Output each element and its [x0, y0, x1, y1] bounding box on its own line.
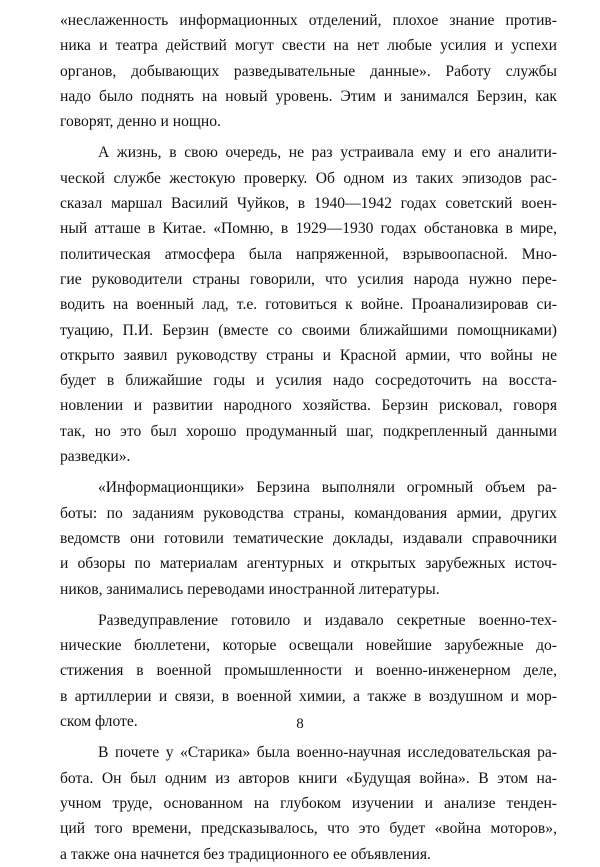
- text-line: ческой службе жестокую проверку. Об одном из таких эпизодов рас-: [60, 169, 557, 187]
- text-line: стижения в военной промышленности и военно-инженерном деле,: [60, 662, 557, 680]
- text-line: ный атташе в Китае. «Помню, в 1929—1930 годах обстановка в мире,: [60, 220, 557, 238]
- text-line: а также она начнется без традиционного ее объявления.: [60, 845, 431, 863]
- text-line: так, но это был хорошо продуманный шаг, подкрепленный данными: [60, 422, 557, 440]
- text-line: будет в ближайшие годы и усилия надо сосредоточить на восста-: [60, 372, 557, 390]
- text-line: боты: по заданиям руководства страны, командования армии, других: [60, 504, 557, 522]
- text-line: ций того времени, предсказывалось, что это будет «война моторов»,: [60, 820, 557, 838]
- page-number: 8: [296, 716, 304, 732]
- text-line: водить на военный лад, т.е. готовиться к войне. Проанализировав си-: [60, 296, 557, 314]
- text-line: и обзоры по материалам агентурных и открытых зарубежных источ-: [60, 555, 557, 573]
- text-line: ника и театра действий могут свести на нет любые усилия и успехи: [60, 37, 557, 55]
- body-text: [60, 8, 557, 867]
- text-line: новлении и развитии народного хозяйства. Берзин рисковал, говоря: [60, 397, 557, 415]
- paragraph-2: [60, 140, 557, 469]
- text-line: ведомств они готовили тематические доклады, издавали справочники: [60, 529, 557, 547]
- text-line: нические бюллетени, которые освещали новейшие зарубежные до-: [60, 637, 557, 655]
- text-line: говорят, денно и нощно.: [60, 113, 221, 131]
- text-line: разведки».: [60, 448, 131, 466]
- text-line: «неслаженность информационных отделений, плохое знание против-: [60, 12, 557, 29]
- text-line: А жизнь, в свою очередь, не раз устраивала ему и его аналити-: [98, 144, 557, 162]
- paragraph-1: [60, 8, 557, 134]
- text-line: «Информационщики» Берзина выполняли огромный объем ра-: [98, 479, 557, 497]
- text-line: гие руководители страны говорили, что усилия народа нужно пере-: [60, 270, 557, 288]
- text-line: Разведуправление готовило и издавало секретные военно-тех-: [98, 611, 557, 629]
- text-line: В почете у «Старика» была военно-научная исследовательская ра-: [98, 744, 557, 762]
- paragraph-3: [60, 475, 557, 601]
- text-line: в артиллерии и связи, в военной химии, а также в воздушном и мор-: [60, 687, 557, 705]
- paragraph-5: [60, 740, 557, 866]
- text-line: открыто заявил руководству страны и Красной армии, что войны не: [60, 346, 557, 364]
- text-line: бота. Он был одним из авторов книги «Будущая война». В этом на-: [60, 769, 557, 787]
- text-line: ников, занимались переводами иностранной литературы.: [60, 580, 440, 598]
- text-line: ском флоте.: [60, 713, 138, 731]
- text-line: учном труде, основанном на глубоком изучении и анализе тенден-: [60, 794, 557, 812]
- text-line: туацию, П.И. Берзин (вместе со своими ближайшими помощниками): [60, 321, 557, 339]
- text-line: органов, добывающих разведывательные данные». Работу службы: [60, 62, 557, 80]
- text-line: надо было поднять на новый уровень. Этим и занимался Берзин, как: [60, 87, 557, 105]
- text-line: сказал маршал Василий Чуйков, в 1940—1942 годах советский воен-: [60, 195, 557, 213]
- text-line: политическая атмосфера была напряженной, взрывоопасной. Мно-: [60, 245, 557, 263]
